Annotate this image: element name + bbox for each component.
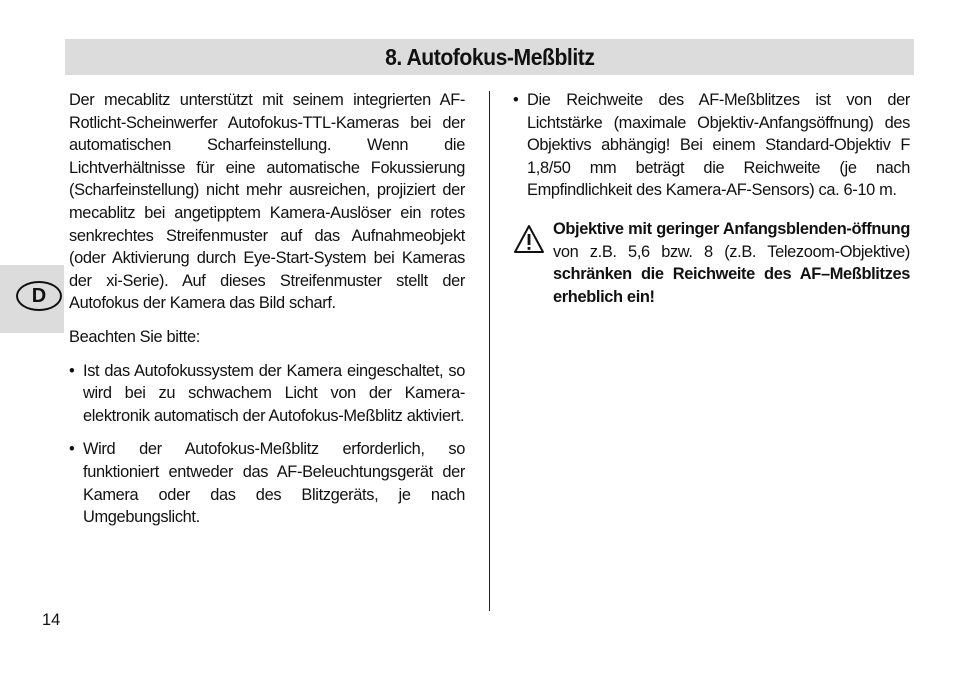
column-divider xyxy=(489,91,490,611)
warning-text: von z.B. 5,6 bzw. 8 (z.B. Telezoom-Objektive) xyxy=(553,242,910,261)
bullet-dot: • xyxy=(69,440,75,459)
warning-note xyxy=(513,218,910,308)
title-bar xyxy=(65,39,914,75)
bullet-item xyxy=(513,89,910,202)
warning-bold-end: schränken die Reichweite des AF–Meßblitzes erheblich ein! xyxy=(553,265,910,306)
right-column xyxy=(513,89,910,308)
left-column xyxy=(69,89,465,529)
bullet-dot: • xyxy=(513,91,519,109)
warning-triangle-icon xyxy=(513,224,545,254)
language-tab xyxy=(0,265,64,333)
intro-paragraph: Der mecablitz unterstützt mit seinem integrierten AF-Rotlicht-Scheinwerfer Autofokus-TTL-Kameras bei der automatischen Scharfeinstellung. Wenn die Lichtverhältnisse für eine automatische Fokussierung (Scharfeinstellung) nicht mehr ausreichen, projiziert der mecablitz bei angetipptem Kamera-Auslöser ein rotes senkrechtes Streifenmuster auf das Aufnahmeobjekt (oder Aktivierung durch Eye-Start-System bei Kameras der xi-Serie). Auf dieses Streifenmuster stellt der Autofokus der Kamera das Bild scharf. xyxy=(69,91,465,313)
bullet-text: Wird der Autofokus-Meßblitz erforderlich, so funktioniert entweder das AF-Beleuchtungsgerät der Kamera oder das des Blitzgeräts, je nach Umgebungslicht. xyxy=(83,440,465,527)
bullet-text: Ist das Autofokussystem der Kamera eingeschaltet, so wird bei zu schwachem Licht von der Kamera-elektronik automatisch der Autofokus-Meßblitz aktiviert. xyxy=(83,361,465,425)
page-title: 8. Autofokus-Meßblitz xyxy=(384,43,595,70)
bullet-item xyxy=(69,438,465,528)
bullet-text: Die Reichweite des AF-Meßblitzes ist von der Lichtstärke (maximale Objektiv-Anfangsöffnung) des Objektivs abhängig! Bei einem Standard-Objektiv F 1,8/50 mm beträgt die Reichweite (je nach Empfindlichkeit des Kamera-AF-Sensors) ca. 6-10 m. xyxy=(527,91,910,200)
note-heading: Beachten Sie bitte: xyxy=(69,327,200,346)
bullet-item xyxy=(69,360,465,428)
language-tab-label: D xyxy=(16,281,62,311)
warning-bold-start: Objektive mit geringer Anfangsblenden-öffnung xyxy=(553,219,910,238)
page-number: 14 xyxy=(42,611,61,629)
bullet-dot: • xyxy=(69,361,75,380)
